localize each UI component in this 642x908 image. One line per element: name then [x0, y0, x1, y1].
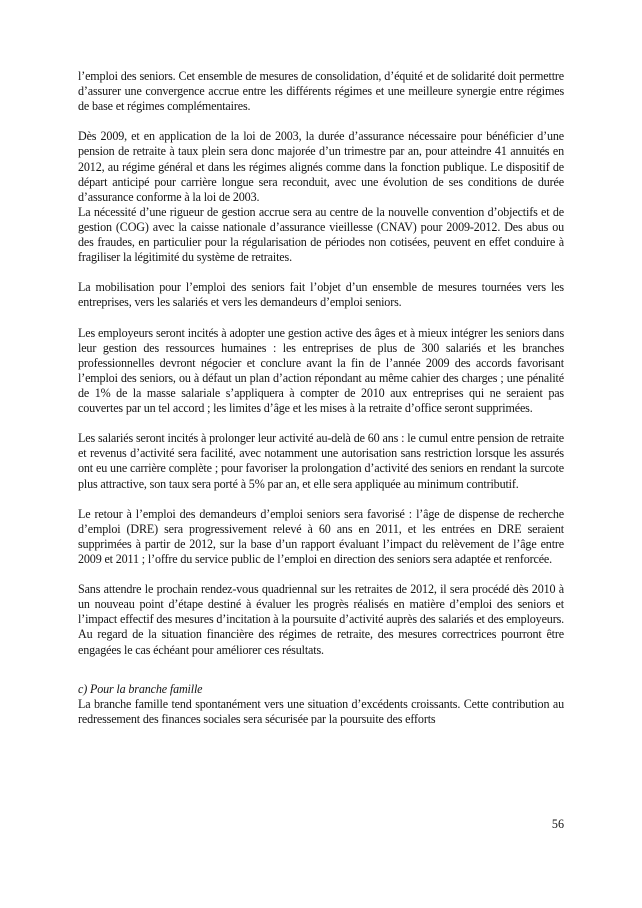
page-number: 56 — [551, 817, 564, 831]
document-body — [78, 69, 564, 727]
paragraph: Sans attendre le prochain rendez-vous quadriennal sur les retraites de 2012, il sera procédé dès 2010 à un nouveau point d’étape destiné à évaluer les progrès réalisés en matière d’emploi des seniors et l’impact effectif des mesures d’incitation à la poursuite d’activité auprès des salariés et des employeurs. Au regard de la situation financière des régimes de retraite, des mesures correctrices pourront être engagées le cas échéant pour améliorer ces résultats. — [78, 582, 564, 657]
paragraph: La mobilisation pour l’emploi des seniors fait l’objet d’un ensemble de mesures tournées vers les entreprises, vers les salariés et vers les demandeurs d’emploi seniors. — [78, 280, 564, 310]
paragraph: Les employeurs seront incités à adopter une gestion active des âges et à mieux intégrer les seniors dans leur gestion des ressources humaines : les entreprises de plus de 300 salariés et les branches professionnelles devront négocier et conclure avant la fin de l’année 2009 des accords favorisant l’emploi des seniors, ou à défaut un plan d’action répondant au même cahier des charges ; une pénalité de 1% de la masse salariale s’appliquera à compter de 2010 aux entreprises qui ne seraient pas couvertes par un tel accord ; les limites d’âge et les mises à la retraite d’office seront supprimées. — [78, 325, 564, 416]
section-heading: c) Pour la branche famille — [78, 681, 203, 696]
paragraph-continuation: l’emploi des seniors. Cet ensemble de mesures de consolidation, d’équité et de solidarité doit permettre d’assurer une convergence accrue entre les différents régimes et une meilleure synergie entre régimes de base et régimes complémentaires. — [78, 69, 564, 114]
paragraph: La branche famille tend spontanément vers une situation d’excédents croissants. Cette contribution au redressement des finances sociales sera sécurisée par la poursuite des efforts — [78, 696, 564, 726]
paragraph: Dès 2009, et en application de la loi de 2003, la durée d’assurance nécessaire pour bénéficier d’une pension de retraite à taux plein sera donc majorée d’un trimestre par an, pour atteindre 41 annuités en 2012, au régime général et dans les régimes alignés comme dans la fonction publique. Le dispositif de départ anticipé pour carrière longue sera reconduit, avec une évolution de ses conditions de durée d’assurance conforme à la loi de 2003. — [78, 129, 564, 204]
paragraph: Le retour à l’emploi des demandeurs d’emploi seniors sera favorisé : l’âge de dispense de recherche d’emploi (DRE) sera progressivement relevé à 60 ans en 2011, et les entrées en DRE seraient supprimées à partir de 2012, sur la base d’un rapport évaluant l’impact du relèvement de l’âge entre 2009 et 2011 ; l’offre du service public de l’emploi en direction des seniors sera adaptée et renforcée. — [78, 506, 564, 566]
paragraph: La nécessité d’une rigueur de gestion accrue sera au centre de la nouvelle convention d’objectifs et de gestion (COG) avec la caisse nationale d’assurance vieillesse (CNAV) pour 2009-2012. Des abus ou des fraudes, en particulier pour la régularisation de périodes non cotisées, peuvent en effet conduire à fragiliser la légitimité du système de retraites. — [78, 204, 564, 265]
paragraph: Les salariés seront incités à prolonger leur activité au-delà de 60 ans : le cumul entre pension de retraite et revenus d’activité sera facilité, avec notamment une autorisation sans restriction lorsque les assurés ont eu une carrière complète ; pour favoriser la prolongation d’activité des seniors en rendant la surcote plus attractive, son taux sera porté à 5% par an, et elle sera appliquée au minimum contributif. — [78, 431, 564, 491]
